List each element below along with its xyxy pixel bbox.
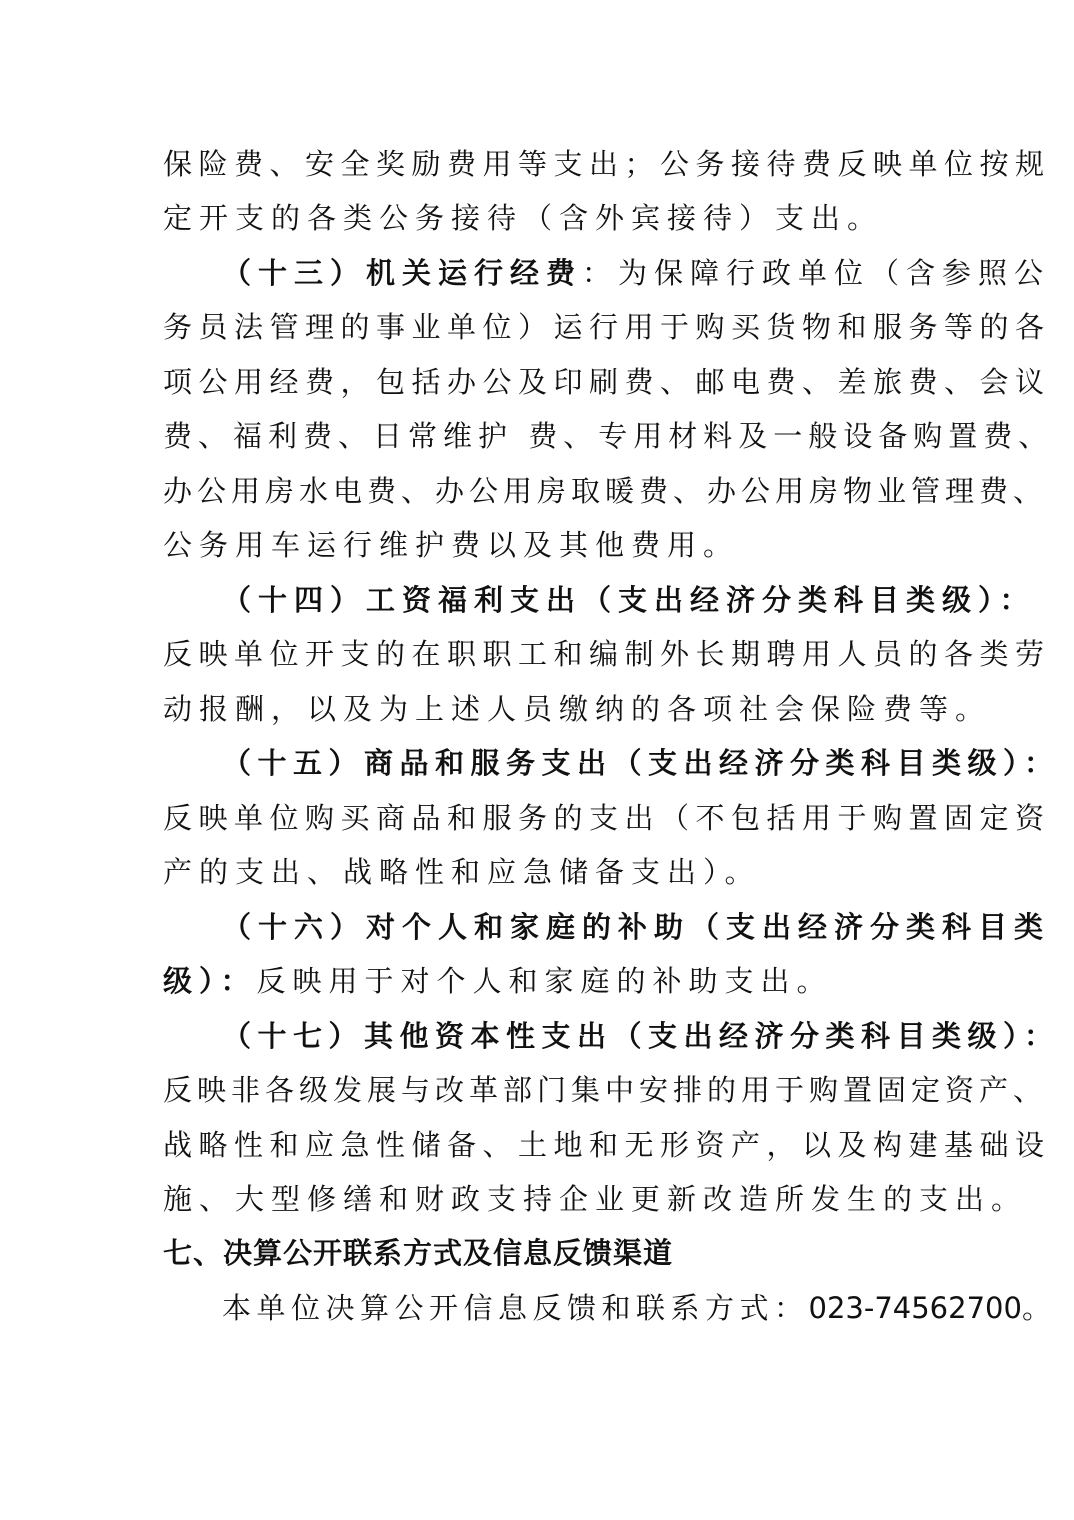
text-line: 施、大型修缮和财政支持企业更新改造所发生的支出。	[163, 1182, 1028, 1216]
text-line: 反映单位购买商品和服务的支出（不包括用于购置固定资	[163, 801, 1051, 835]
text-line: 反映单位开支的在职职工和编制外长期聘用人员的各类劳	[163, 637, 1051, 671]
text-line: 定开支的各类公务接待（含外宾接待）支出。	[163, 201, 884, 235]
text-line: 办公用房水电费、办公用房取暖费、办公用房物业管理费、	[163, 474, 1048, 508]
item-13-title: （十三）机关运行经费	[222, 256, 583, 290]
item-15-title: （十五）商品和服务支出（支出经济分类科目类级）：	[222, 746, 1060, 780]
contact-phone: 023-74562700	[808, 1291, 1022, 1325]
contact-end: 。	[1021, 1291, 1057, 1325]
item-13-line	[222, 253, 1050, 293]
contact-line	[222, 1288, 1056, 1328]
text-line: 反映非各级发展与改革部门集中安排的用于购置固定资产、	[163, 1073, 1048, 1107]
text-line: 费、福利费、日常维护 费、专用材料及一般设备购置费、	[163, 419, 1054, 453]
item-16-text: 反映用于对个人和家庭的补助支出。	[256, 964, 833, 998]
item-16-title-end: 级）：	[163, 964, 257, 998]
text-line: 动报酬，以及为上述人员缴纳的各项社会保险费等。	[163, 692, 992, 726]
contact-label: 本单位决算公开信息反馈和联系方式：	[222, 1291, 809, 1325]
text-line: 项公用经费，包括办公及印刷费、邮电费、差旅费、会议	[163, 365, 1051, 399]
item-17-title: （十七）其他资本性支出（支出经济分类科目类级）：	[222, 1019, 1060, 1053]
item-16-title: （十六）对个人和家庭的补助（支出经济分类科目类	[222, 910, 1051, 944]
text-line: 公务用车运行维护费以及其他费用。	[163, 528, 740, 562]
item-13-text: ：为保障行政单位（含参照公	[582, 256, 1051, 290]
text-line: 战略性和应急性储备、土地和无形资产，以及构建基础设	[163, 1128, 1051, 1162]
item-14-title: （十四）工资福利支出（支出经济分类科目类级）：	[222, 583, 1036, 617]
text-line: 务员法管理的事业单位）运行用于购买货物和服务等的各	[163, 310, 1051, 344]
text-line: 产的支出、战略性和应急储备支出）。	[163, 855, 761, 889]
section-heading: 七、决算公开联系方式及信息反馈渠道	[163, 1236, 674, 1270]
text-line: 保险费、安全奖励费用等支出；公务接待费反映单位按规	[163, 147, 1051, 181]
item-16-line	[163, 961, 833, 1001]
